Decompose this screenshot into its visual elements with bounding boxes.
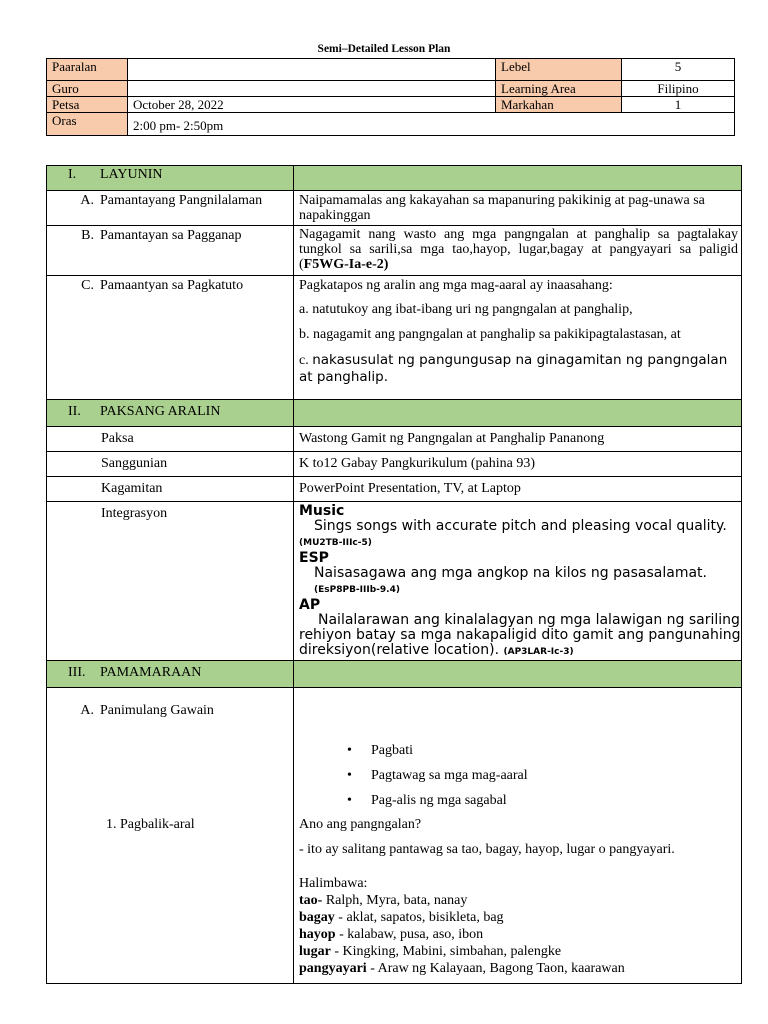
ap-code: (AP3LAR-Ic-3) [503,647,574,657]
ex-hayop-label: hayop [299,927,336,942]
layunin-c-c-prefix: c. [299,353,309,368]
panimulang-gawain-cell [47,688,294,984]
pagkatuto-cell [47,276,294,400]
layunin-a-letter: A. [80,193,94,208]
pamamaraan-a-label: Panimulang Gawain [100,703,214,718]
layunin-c-cell [294,276,742,400]
pamamaraan-heading-blank [294,661,742,688]
integrasyon-label: Integrasyon [47,502,294,661]
balik-answer: - ito ay salitang pantawag sa tao, bagay, hayop, lugar o pangyayari. [299,842,675,857]
layunin-heading [47,166,294,191]
pamantayan-sa-pagganap-cell [47,226,294,276]
ex-bagay-label: bagay [299,910,335,925]
ap-title: AP [299,597,321,613]
layunin-c-a: a. natutukoy ang ibat-ibang uri ng pangngalan at panghalip, [299,302,633,317]
bullet-pag-alis: • Pag-alis ng mga sagabal [371,793,741,808]
layunin-num: I. [68,167,77,182]
markahan-label: Markahan [496,97,622,113]
layunin-c-b: b. nagagamit ang pangngalan at panghalip sa pakikipagtalastasan, at [299,327,681,342]
ex-tao: Ralph, Myra, bata, nanay [322,893,468,908]
lebel-label: Lebel [496,59,622,81]
layunin-title: LAYUNIN [100,167,163,182]
header-table [46,58,735,136]
guro-label: Guro [47,81,128,97]
ex-pangyayari: - Araw ng Kalayaan, Bagong Taon, kaarawan [366,961,625,976]
layunin-heading-blank [294,166,742,191]
layunin-b-text: Nagagamit nang wasto ang mga pangngalan at panghalip sa pagtalakay tungkol sa sarili,sa mga tao,hayop, lugar,bagay at pangyayari sa paligid ( [299,227,738,272]
paksang-aralin-title: PAKSANG ARALIN [100,404,221,419]
layunin-c-letter: C. [81,278,94,293]
paksa-value: Wastong Gamit ng Pangngalan at Panghalip Pananong [294,427,742,452]
paaralan-label: Paaralan [47,59,128,81]
balik-aral-label: 1. Pagbalik-aral [106,817,195,832]
music-code: (MU2TB-IIIc-5) [299,538,372,548]
layunin-b-label: Pamantayan sa Pagganap [100,228,242,243]
music-title: Music [299,503,345,519]
paksang-aralin-num: II. [68,404,81,419]
kagamitan-value: PowerPoint Presentation, TV, at Laptop [294,477,742,502]
esp-code: (EsP8PB-IIIb-9.4) [314,585,400,595]
ex-lugar-label: lugar [299,944,331,959]
music-text: Sings songs with accurate pitch and pleasing vocal quality. [314,518,727,534]
ex-bagay: - aklat, sapatos, bisikleta, bag [334,910,504,925]
markahan-value: 1 [622,97,735,113]
pamamaraan-a-letter: A. [80,703,94,718]
pamamaraan-heading [47,661,294,688]
panimulang-gawain-content [294,688,742,984]
esp-title: ESP [299,550,329,566]
layunin-c-label: Pamaantyan sa Pagkatuto [100,278,244,293]
lesson-table [46,165,742,984]
ap-text: Nailalarawan ang kinalalagyan ng mga lalawigan ng sariling rehiyon batay sa mga nakapaligid dito gamit ang pangunahing direksiyon(relative location). [299,612,741,658]
pamantayang-pangnilalaman-cell [47,191,294,226]
ex-hayop: - kalabaw, pusa, aso, ibon [335,927,484,942]
layunin-c-c-line [299,352,741,386]
pamamaraan-num: III. [68,665,86,680]
oras-value: 2:00 pm- 2:50pm [128,113,735,136]
layunin-b-letter: B. [81,228,94,243]
paksang-aralin-heading-blank [294,400,742,427]
paksang-aralin-heading [47,400,294,427]
ex-pangyayari-label: pangyayari [299,961,367,976]
guro-value [128,81,496,97]
paaralan-value [128,59,496,81]
lebel-value: 5 [622,59,735,81]
sanggunian-label: Sanggunian [47,452,294,477]
learning-area-label: Learning Area [496,81,622,97]
integrasyon-cell [294,502,742,661]
layunin-c-intro: Pagkatapos ng aralin ang mga mag-aaral ay inaasahang: [299,278,613,293]
bullet-pagtawag: • Pagtawag sa mga mag-aaral [371,768,741,783]
layunin-a-text: Naipamamalas ang kakayahan sa mapanuring pakikinig at pag-unawa sa napakinggan [294,191,742,226]
panimulang-bullets [299,743,741,808]
ex-tao-label: tao- [299,893,323,908]
layunin-c-c: nakasusulat ng pangungusap na ginagamitan ng pangngalan at panghalip. [299,352,728,385]
oras-label: Oras [47,113,128,136]
learning-area-value: Filipino [622,81,735,97]
layunin-b-cell [294,226,742,276]
sanggunian-value: K to12 Gabay Pangkurikulum (pahina 93) [294,452,742,477]
layunin-b-code: F5WG-Ia-e-2) [303,257,389,272]
paksa-label: Paksa [47,427,294,452]
kagamitan-label: Kagamitan [47,477,294,502]
balik-question: Ano ang pangngalan? [299,817,422,832]
layunin-a-label: Pamantayang Pangnilalaman [100,193,263,208]
petsa-label: Petsa [47,97,128,113]
page-title: Semi–Detailed Lesson Plan [317,43,451,55]
petsa-value: October 28, 2022 [128,97,496,113]
pamamaraan-title: PAMAMARAAN [100,665,202,680]
esp-text: Naisasagawa ang mga angkop na kilos ng pasasalamat. [314,565,707,581]
bullet-pagbati: • Pagbati [371,743,741,758]
halimbawa-label: Halimbawa: [299,876,368,891]
ex-lugar: - Kingking, Mabini, simbahan, palengke [330,944,562,959]
examples-block [299,875,741,977]
